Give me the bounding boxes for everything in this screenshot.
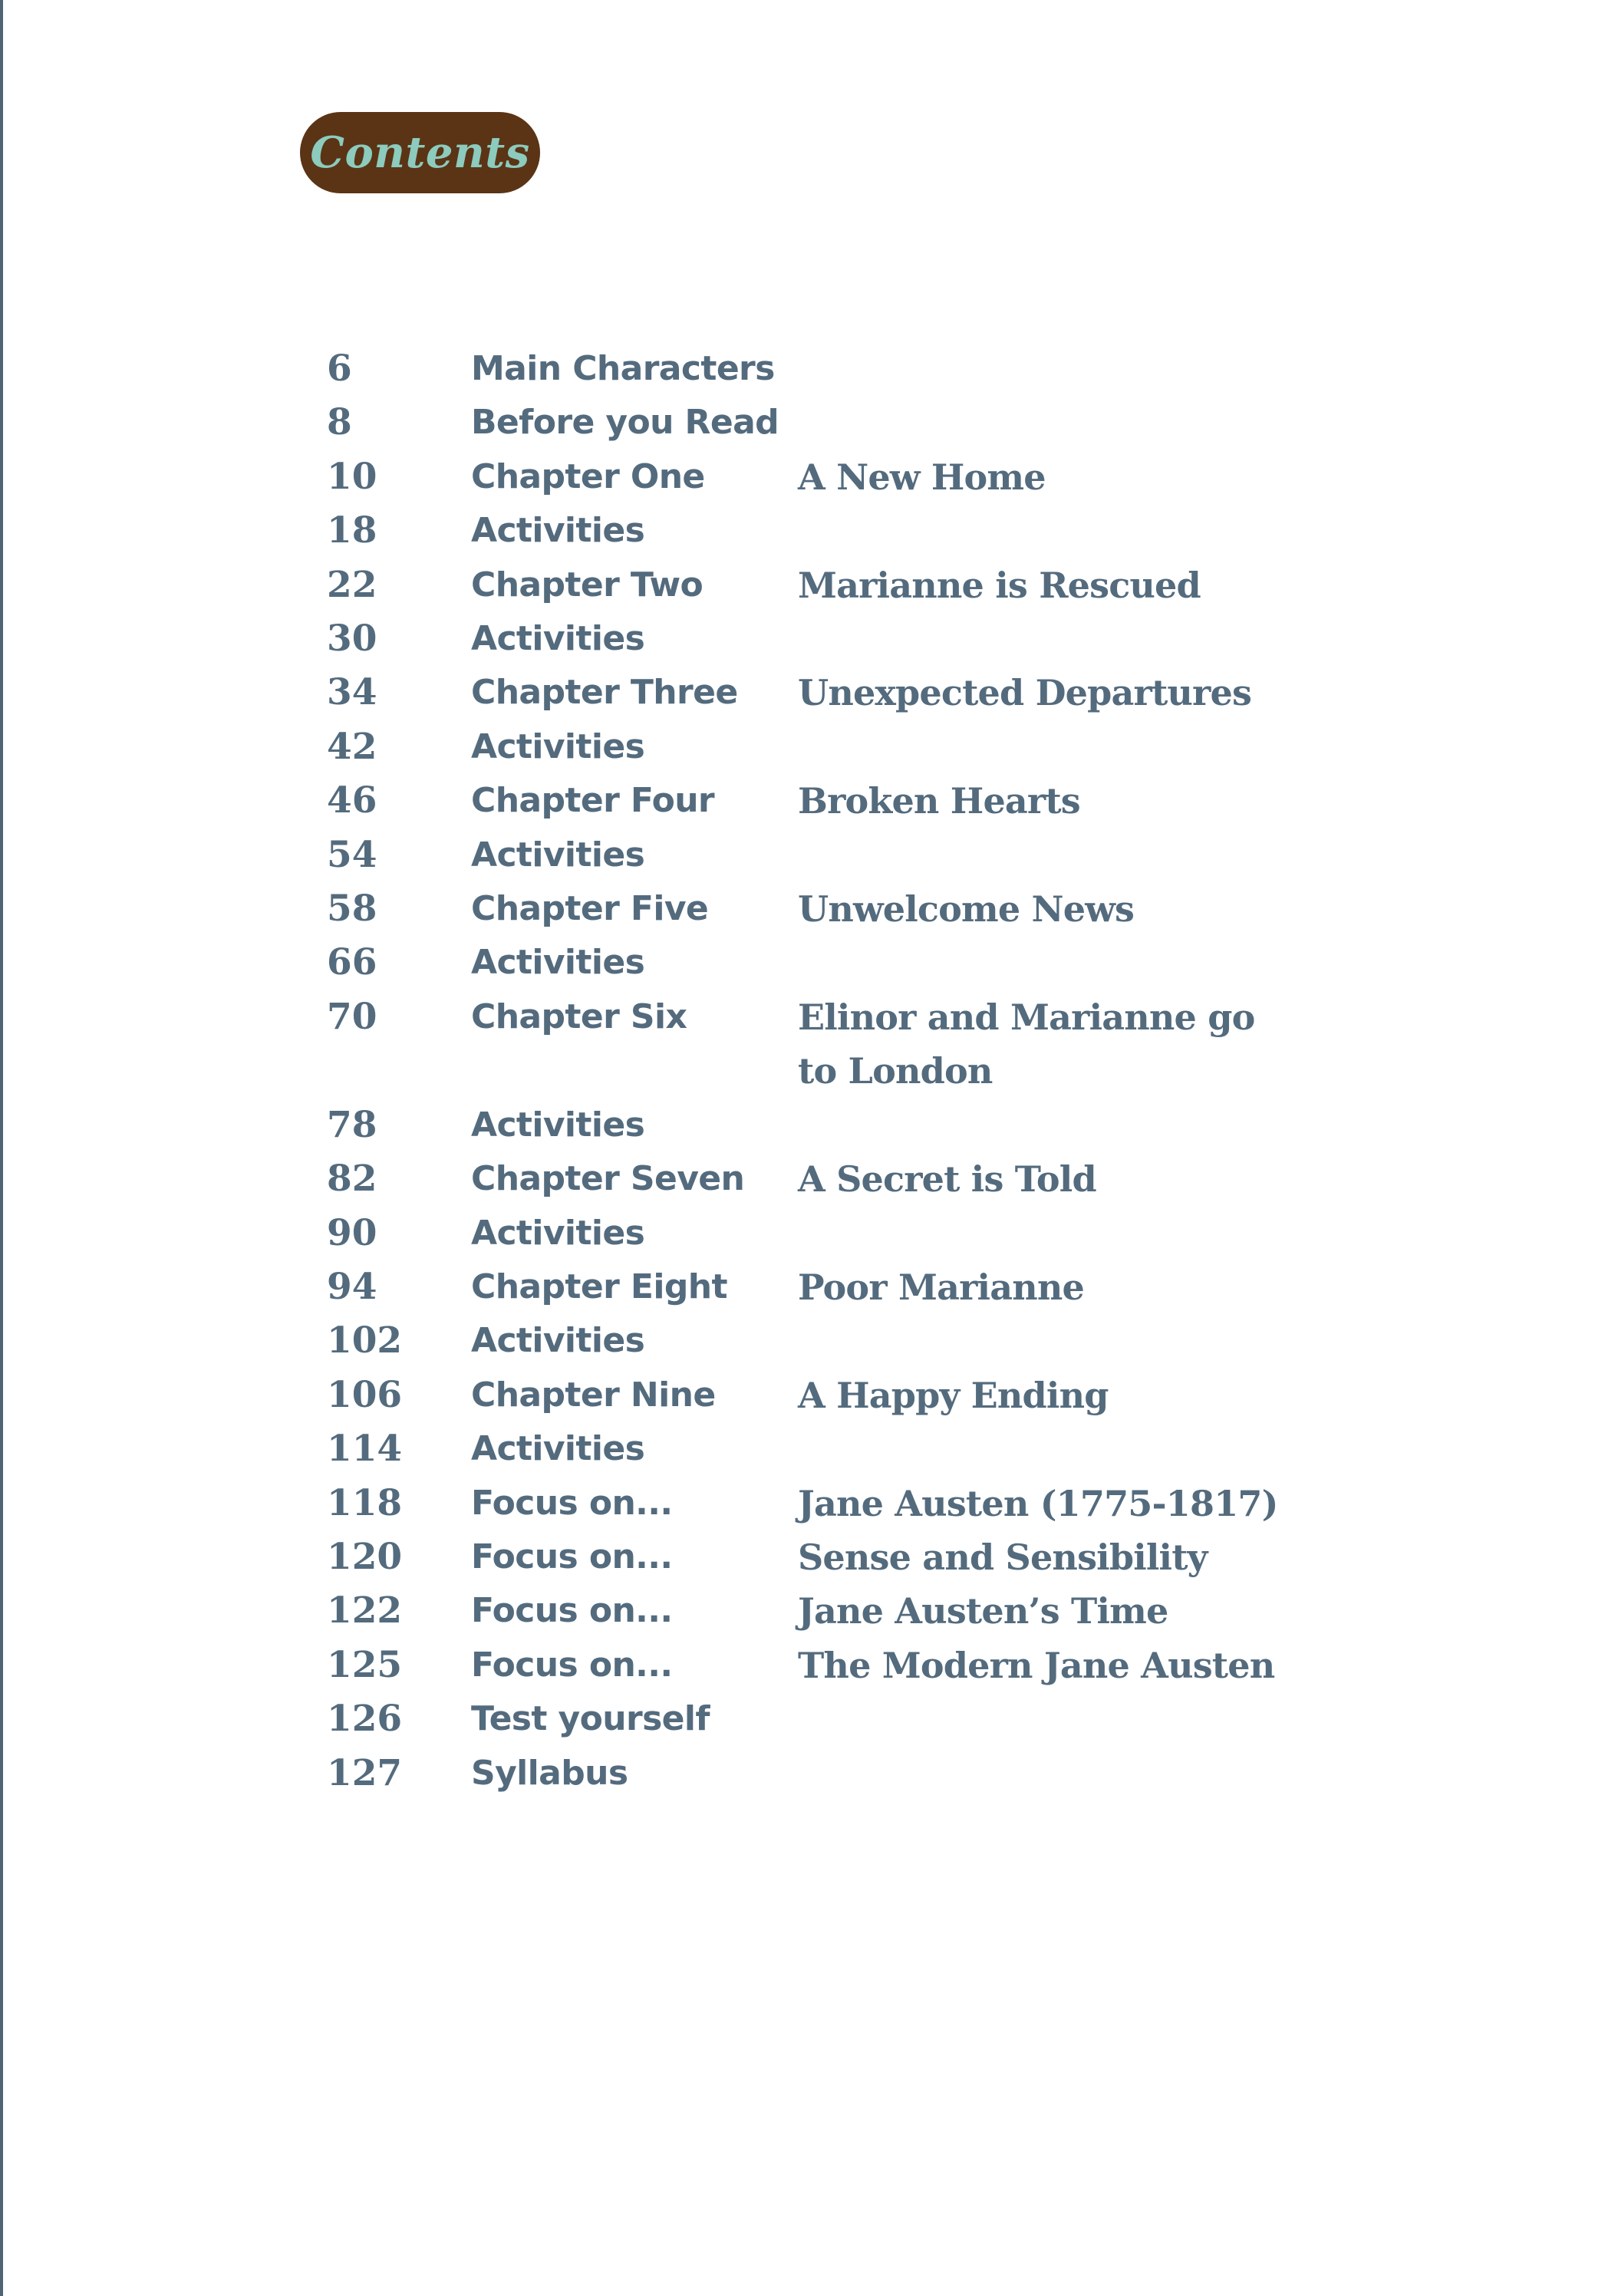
toc-row [327, 882, 1289, 936]
toc-page-number: 66 [327, 941, 377, 984]
toc-section-label: Test yourself [471, 1699, 710, 1739]
toc-chapter-title: A Secret is Told [798, 1158, 1096, 1201]
toc-chapter-title: Marianne is Rescued [798, 564, 1201, 606]
toc-page-number: 94 [327, 1265, 377, 1308]
toc-row [327, 1369, 1289, 1422]
toc-page-number: 102 [327, 1319, 403, 1362]
toc-page-number: 118 [327, 1481, 403, 1524]
toc-chapter-title: Jane Austen’s Time [798, 1590, 1168, 1632]
toc-section-label: Chapter Two [471, 565, 704, 604]
toc-chapter-title: Poor Marianne [798, 1266, 1084, 1308]
toc-chapter-title: Unwelcome News [798, 888, 1135, 931]
toc-page-number: 42 [327, 725, 377, 768]
toc-chapter-title: Sense and Sensibility [798, 1536, 1208, 1578]
toc-page-number: 125 [327, 1643, 403, 1686]
toc-section-label: Activities [471, 835, 645, 875]
page-edge-rule [0, 0, 3, 2296]
toc-section-label: Chapter Three [471, 673, 738, 713]
toc-section-label: Chapter Nine [471, 1375, 716, 1415]
contents-heading: Contents [300, 112, 540, 193]
toc-row [327, 1639, 1289, 1692]
toc-row [327, 1314, 1289, 1368]
toc-row [327, 828, 1289, 882]
toc-page-number: 34 [327, 671, 377, 714]
toc-row [327, 1530, 1289, 1584]
toc-page-number: 122 [327, 1589, 403, 1632]
toc-section-label: Activities [471, 1321, 645, 1361]
toc-page-number: 78 [327, 1103, 377, 1146]
toc-page-number: 70 [327, 995, 377, 1038]
toc-page-number: 10 [327, 455, 377, 498]
toc-section-label: Chapter Five [471, 889, 709, 929]
toc-page-number: 8 [327, 401, 352, 444]
toc-section-label: Activities [471, 1105, 645, 1145]
toc-page-number: 54 [327, 833, 377, 876]
toc-row [327, 666, 1289, 720]
toc-page-number: 126 [327, 1698, 403, 1741]
toc-chapter-title: Jane Austen (1775-1817) [798, 1482, 1278, 1524]
toc-page-number: 90 [327, 1211, 377, 1254]
toc-chapter-title: Broken Hearts [798, 780, 1080, 822]
toc-row [327, 342, 1289, 396]
toc-row [327, 1207, 1289, 1260]
toc-chapter-title: A New Home [798, 456, 1046, 498]
toc-section-label: Chapter Six [471, 996, 687, 1036]
toc-chapter-title: Elinor and Marianne go to London [798, 996, 1255, 1092]
toc-page-number: 120 [327, 1535, 403, 1578]
toc-section-label: Chapter Eight [471, 1267, 727, 1306]
toc-row [327, 990, 1289, 1099]
toc-section-label: Activities [471, 619, 645, 659]
toc-page-number: 82 [327, 1158, 377, 1201]
toc-section-label: Main Characters [471, 349, 775, 388]
toc-row [327, 1152, 1289, 1206]
toc-row [327, 558, 1289, 612]
toc-section-label: Focus on... [471, 1645, 673, 1685]
toc-row [327, 1260, 1289, 1314]
toc-page-number: 30 [327, 618, 377, 660]
toc-section-label: Focus on... [471, 1591, 673, 1631]
toc-row [327, 1584, 1289, 1638]
toc-row [327, 450, 1289, 504]
toc-section-label: Syllabus [471, 1753, 628, 1793]
toc-page-number: 22 [327, 563, 377, 606]
toc-section-label: Activities [471, 726, 645, 766]
toc-section-label: Focus on... [471, 1483, 673, 1523]
toc-page-number: 18 [327, 509, 377, 552]
toc-section-label: Activities [471, 1429, 645, 1469]
toc-row [327, 396, 1289, 450]
toc-row [327, 720, 1289, 774]
toc-section-label: Activities [471, 943, 645, 983]
toc-row [327, 1422, 1289, 1476]
toc-chapter-title: Unexpected Departures [798, 672, 1252, 714]
toc-row [327, 936, 1289, 990]
toc-page-number: 106 [327, 1373, 403, 1416]
toc-row [327, 774, 1289, 828]
table-of-contents [327, 342, 1289, 1800]
toc-page-number: 46 [327, 779, 377, 822]
toc-row [327, 1477, 1289, 1530]
toc-page-number: 127 [327, 1751, 403, 1794]
toc-section-label: Activities [471, 511, 645, 551]
toc-section-label: Activities [471, 1213, 645, 1253]
toc-section-label: Focus on... [471, 1537, 673, 1576]
toc-row [327, 1747, 1289, 1800]
toc-chapter-title: The Modern Jane Austen [798, 1644, 1275, 1686]
toc-chapter-title: A Happy Ending [798, 1374, 1109, 1416]
toc-section-label: Chapter Four [471, 781, 715, 821]
toc-row [327, 1692, 1289, 1746]
toc-row [327, 504, 1289, 558]
toc-page-number: 6 [327, 348, 352, 390]
toc-section-label: Chapter One [471, 456, 705, 496]
toc-page-number: 114 [327, 1428, 403, 1471]
toc-section-label: Chapter Seven [471, 1159, 745, 1199]
toc-section-label: Before you Read [471, 403, 779, 443]
toc-page-number: 58 [327, 888, 377, 931]
toc-row [327, 612, 1289, 666]
toc-row [327, 1099, 1289, 1152]
